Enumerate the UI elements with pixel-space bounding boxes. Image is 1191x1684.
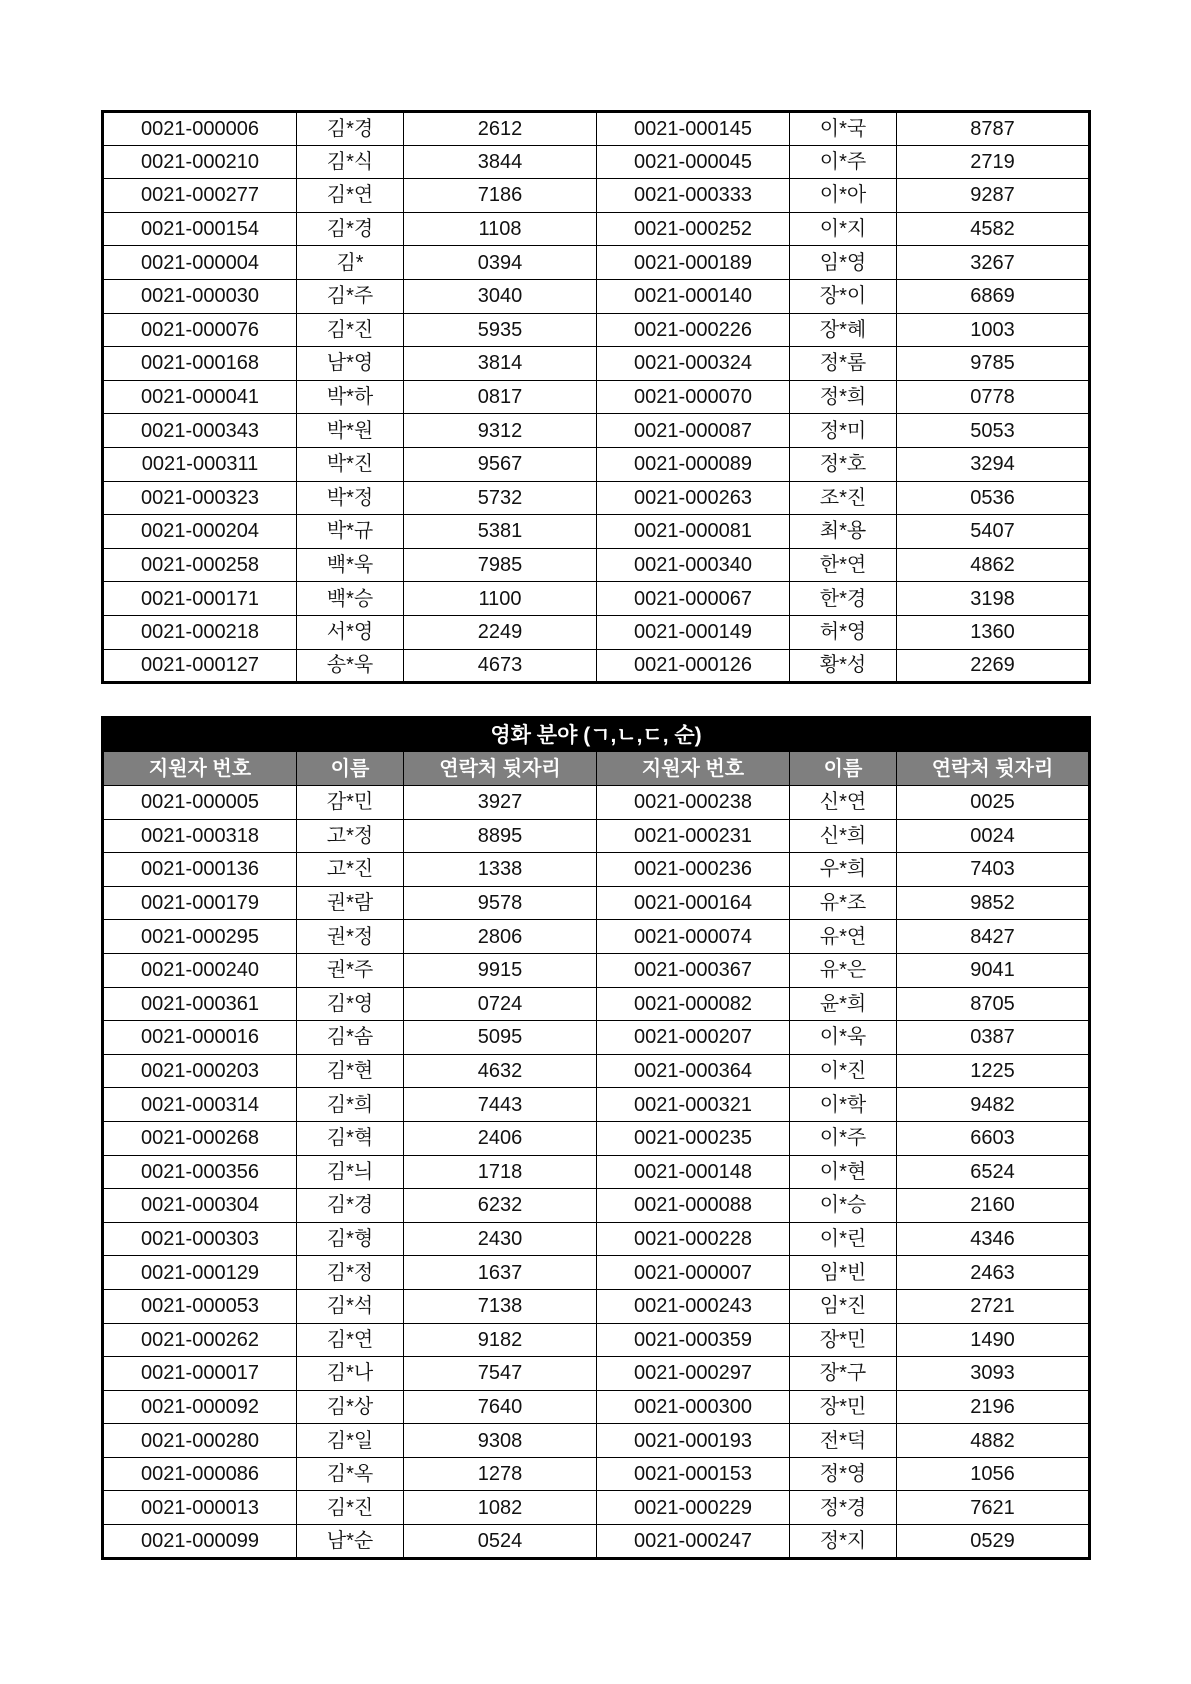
- film-applicant-table-body: [103, 786, 1090, 1559]
- phone-last-digits-cell: 0025: [897, 786, 1090, 820]
- phone-last-digits-cell: 2269: [897, 649, 1090, 683]
- phone-last-digits-cell: 7403: [897, 853, 1090, 887]
- phone-last-digits-cell: 0394: [404, 246, 597, 280]
- applicant-number-cell: 0021-000297: [597, 1357, 790, 1391]
- phone-last-digits-cell: 1225: [897, 1054, 1090, 1088]
- name-cell: 김*식: [297, 145, 404, 179]
- header-name: 이름: [790, 752, 897, 786]
- applicant-number-cell: 0021-000053: [103, 1289, 297, 1323]
- table-row: [103, 1357, 1090, 1391]
- table-row: [103, 112, 1090, 146]
- applicant-number-cell: 0021-000204: [103, 515, 297, 549]
- name-cell: 윤*희: [790, 987, 897, 1021]
- name-cell: 박*규: [297, 515, 404, 549]
- applicant-number-cell: 0021-000005: [103, 786, 297, 820]
- phone-last-digits-cell: 3814: [404, 347, 597, 381]
- applicant-number-cell: 0021-000092: [103, 1390, 297, 1424]
- applicant-number-cell: 0021-000231: [597, 819, 790, 853]
- film-applicant-table: [101, 716, 1091, 1560]
- phone-last-digits-cell: 9308: [404, 1424, 597, 1458]
- phone-last-digits-cell: 9915: [404, 953, 597, 987]
- phone-last-digits-cell: 1108: [404, 212, 597, 246]
- name-cell: 김*혁: [297, 1121, 404, 1155]
- applicant-number-cell: 0021-000086: [103, 1457, 297, 1491]
- table-row: [103, 1121, 1090, 1155]
- name-cell: 김*진: [297, 313, 404, 347]
- phone-last-digits-cell: 4582: [897, 212, 1090, 246]
- name-cell: 이*주: [790, 145, 897, 179]
- name-cell: 김*경: [297, 1189, 404, 1223]
- applicant-number-cell: 0021-000258: [103, 548, 297, 582]
- table-row: [103, 1424, 1090, 1458]
- phone-last-digits-cell: 3093: [897, 1357, 1090, 1391]
- name-cell: 김*영: [297, 987, 404, 1021]
- applicant-number-cell: 0021-000343: [103, 414, 297, 448]
- phone-last-digits-cell: 9785: [897, 347, 1090, 381]
- phone-last-digits-cell: 6603: [897, 1121, 1090, 1155]
- table-row: [103, 347, 1090, 381]
- phone-last-digits-cell: 3267: [897, 246, 1090, 280]
- name-cell: 김*희: [297, 1088, 404, 1122]
- phone-last-digits-cell: 0724: [404, 987, 597, 1021]
- applicant-number-cell: 0021-000263: [597, 481, 790, 515]
- applicant-number-cell: 0021-000171: [103, 582, 297, 616]
- name-cell: 이*욱: [790, 1021, 897, 1055]
- applicant-number-cell: 0021-000126: [597, 649, 790, 683]
- name-cell: 장*이: [790, 279, 897, 313]
- applicant-number-cell: 0021-000006: [103, 112, 297, 146]
- phone-last-digits-cell: 7547: [404, 1357, 597, 1391]
- phone-last-digits-cell: 3040: [404, 279, 597, 313]
- name-cell: 정*희: [790, 380, 897, 414]
- name-cell: 서*영: [297, 615, 404, 649]
- name-cell: 김*나: [297, 1357, 404, 1391]
- applicant-number-cell: 0021-000168: [103, 347, 297, 381]
- applicant-number-cell: 0021-000218: [103, 615, 297, 649]
- name-cell: 임*빈: [790, 1256, 897, 1290]
- applicant-number-cell: 0021-000247: [597, 1525, 790, 1559]
- name-cell: 김*솜: [297, 1021, 404, 1055]
- applicant-number-cell: 0021-000129: [103, 1256, 297, 1290]
- table-row: [103, 481, 1090, 515]
- phone-last-digits-cell: 8787: [897, 112, 1090, 146]
- name-cell: 권*주: [297, 953, 404, 987]
- applicant-number-cell: 0021-000243: [597, 1289, 790, 1323]
- phone-last-digits-cell: 3927: [404, 786, 597, 820]
- name-cell: 김*주: [297, 279, 404, 313]
- name-cell: 김*상: [297, 1390, 404, 1424]
- name-cell: 이*현: [790, 1155, 897, 1189]
- applicant-table-body: [103, 112, 1090, 683]
- table-row: [103, 1155, 1090, 1189]
- applicant-number-cell: 0021-000088: [597, 1189, 790, 1223]
- phone-last-digits-cell: 0778: [897, 380, 1090, 414]
- applicant-number-cell: 0021-000303: [103, 1222, 297, 1256]
- name-cell: 정*롬: [790, 347, 897, 381]
- phone-last-digits-cell: 5053: [897, 414, 1090, 448]
- name-cell: 김*형: [297, 1222, 404, 1256]
- applicant-number-cell: 0021-000226: [597, 313, 790, 347]
- applicant-number-cell: 0021-000236: [597, 853, 790, 887]
- phone-last-digits-cell: 1100: [404, 582, 597, 616]
- header-phone-last-digits: 연락처 뒷자리: [404, 752, 597, 786]
- name-cell: 황*성: [790, 649, 897, 683]
- phone-last-digits-cell: 2719: [897, 145, 1090, 179]
- column-header-row: [103, 752, 1090, 786]
- table-row: [103, 649, 1090, 683]
- applicant-number-cell: 0021-000041: [103, 380, 297, 414]
- applicant-number-cell: 0021-000210: [103, 145, 297, 179]
- applicant-number-cell: 0021-000359: [597, 1323, 790, 1357]
- name-cell: 장*혜: [790, 313, 897, 347]
- name-cell: 유*연: [790, 920, 897, 954]
- phone-last-digits-cell: 0536: [897, 481, 1090, 515]
- applicant-number-cell: 0021-000045: [597, 145, 790, 179]
- phone-last-digits-cell: 9578: [404, 886, 597, 920]
- phone-last-digits-cell: 9182: [404, 1323, 597, 1357]
- phone-last-digits-cell: 4862: [897, 548, 1090, 582]
- name-cell: 권*람: [297, 886, 404, 920]
- applicant-number-cell: 0021-000300: [597, 1390, 790, 1424]
- phone-last-digits-cell: 5381: [404, 515, 597, 549]
- applicant-number-cell: 0021-000238: [597, 786, 790, 820]
- phone-last-digits-cell: 0024: [897, 819, 1090, 853]
- phone-last-digits-cell: 2612: [404, 112, 597, 146]
- header-applicant-number: 지원자 번호: [103, 752, 297, 786]
- phone-last-digits-cell: 7138: [404, 1289, 597, 1323]
- phone-last-digits-cell: 3198: [897, 582, 1090, 616]
- phone-last-digits-cell: 2463: [897, 1256, 1090, 1290]
- name-cell: 김*진: [297, 1491, 404, 1525]
- table-row: [103, 819, 1090, 853]
- name-cell: 임*진: [790, 1289, 897, 1323]
- phone-last-digits-cell: 4346: [897, 1222, 1090, 1256]
- name-cell: 김*경: [297, 112, 404, 146]
- phone-last-digits-cell: 5095: [404, 1021, 597, 1055]
- name-cell: 신*희: [790, 819, 897, 853]
- name-cell: 고*정: [297, 819, 404, 853]
- name-cell: 이*린: [790, 1222, 897, 1256]
- phone-last-digits-cell: 4632: [404, 1054, 597, 1088]
- applicant-number-cell: 0021-000007: [597, 1256, 790, 1290]
- name-cell: 장*민: [790, 1323, 897, 1357]
- applicant-number-cell: 0021-000229: [597, 1491, 790, 1525]
- name-cell: 장*구: [790, 1357, 897, 1391]
- applicant-number-cell: 0021-000321: [597, 1088, 790, 1122]
- applicant-number-cell: 0021-000127: [103, 649, 297, 683]
- table-row: [103, 920, 1090, 954]
- phone-last-digits-cell: 3294: [897, 447, 1090, 481]
- name-cell: 송*욱: [297, 649, 404, 683]
- table-row: [103, 886, 1090, 920]
- applicant-number-cell: 0021-000076: [103, 313, 297, 347]
- phone-last-digits-cell: 1360: [897, 615, 1090, 649]
- phone-last-digits-cell: 8705: [897, 987, 1090, 1021]
- phone-last-digits-cell: 2430: [404, 1222, 597, 1256]
- phone-last-digits-cell: 2160: [897, 1189, 1090, 1223]
- applicant-number-cell: 0021-000017: [103, 1357, 297, 1391]
- name-cell: 백*승: [297, 582, 404, 616]
- phone-last-digits-cell: 9482: [897, 1088, 1090, 1122]
- header-name: 이름: [297, 752, 404, 786]
- table-row: [103, 853, 1090, 887]
- name-cell: 허*영: [790, 615, 897, 649]
- applicant-number-cell: 0021-000228: [597, 1222, 790, 1256]
- phone-last-digits-cell: 6869: [897, 279, 1090, 313]
- name-cell: 김*정: [297, 1256, 404, 1290]
- table-row: [103, 1289, 1090, 1323]
- table-row: [103, 380, 1090, 414]
- name-cell: 권*정: [297, 920, 404, 954]
- applicant-number-cell: 0021-000340: [597, 548, 790, 582]
- phone-last-digits-cell: 9312: [404, 414, 597, 448]
- table-row: [103, 582, 1090, 616]
- table-row: [103, 246, 1090, 280]
- phone-last-digits-cell: 0817: [404, 380, 597, 414]
- phone-last-digits-cell: 0387: [897, 1021, 1090, 1055]
- phone-last-digits-cell: 7985: [404, 548, 597, 582]
- phone-last-digits-cell: 1490: [897, 1323, 1090, 1357]
- applicant-number-cell: 0021-000136: [103, 853, 297, 887]
- phone-last-digits-cell: 5935: [404, 313, 597, 347]
- applicant-number-cell: 0021-000164: [597, 886, 790, 920]
- name-cell: 김*: [297, 246, 404, 280]
- table-row: [103, 1222, 1090, 1256]
- name-cell: 김*일: [297, 1424, 404, 1458]
- name-cell: 박*진: [297, 447, 404, 481]
- phone-last-digits-cell: 4673: [404, 649, 597, 683]
- applicant-number-cell: 0021-000149: [597, 615, 790, 649]
- applicant-number-cell: 0021-000235: [597, 1121, 790, 1155]
- phone-last-digits-cell: 2249: [404, 615, 597, 649]
- name-cell: 장*민: [790, 1390, 897, 1424]
- name-cell: 조*진: [790, 481, 897, 515]
- phone-last-digits-cell: 8895: [404, 819, 597, 853]
- table-row: [103, 615, 1090, 649]
- applicant-number-cell: 0021-000361: [103, 987, 297, 1021]
- table-row: [103, 548, 1090, 582]
- section-title-row: [103, 718, 1090, 752]
- name-cell: 한*연: [790, 548, 897, 582]
- applicant-number-cell: 0021-000364: [597, 1054, 790, 1088]
- name-cell: 남*영: [297, 347, 404, 381]
- phone-last-digits-cell: 2196: [897, 1390, 1090, 1424]
- name-cell: 유*은: [790, 953, 897, 987]
- name-cell: 이*국: [790, 112, 897, 146]
- name-cell: 우*희: [790, 853, 897, 887]
- table-row: [103, 447, 1090, 481]
- applicant-number-cell: 0021-000333: [597, 179, 790, 213]
- phone-last-digits-cell: 7186: [404, 179, 597, 213]
- name-cell: 김*석: [297, 1289, 404, 1323]
- table-row: [103, 953, 1090, 987]
- table-row: [103, 1189, 1090, 1223]
- table-row: [103, 1390, 1090, 1424]
- phone-last-digits-cell: 9852: [897, 886, 1090, 920]
- applicant-number-cell: 0021-000356: [103, 1155, 297, 1189]
- applicant-number-cell: 0021-000280: [103, 1424, 297, 1458]
- phone-last-digits-cell: 9287: [897, 179, 1090, 213]
- name-cell: 김*현: [297, 1054, 404, 1088]
- table-row: [103, 786, 1090, 820]
- applicant-number-cell: 0021-000295: [103, 920, 297, 954]
- name-cell: 남*순: [297, 1525, 404, 1559]
- phone-last-digits-cell: 1338: [404, 853, 597, 887]
- applicant-number-cell: 0021-000013: [103, 1491, 297, 1525]
- applicant-number-cell: 0021-000179: [103, 886, 297, 920]
- name-cell: 박*정: [297, 481, 404, 515]
- phone-last-digits-cell: 7640: [404, 1390, 597, 1424]
- phone-last-digits-cell: 7443: [404, 1088, 597, 1122]
- name-cell: 김*연: [297, 179, 404, 213]
- applicant-number-cell: 0021-000314: [103, 1088, 297, 1122]
- phone-last-digits-cell: 1637: [404, 1256, 597, 1290]
- applicant-number-cell: 0021-000207: [597, 1021, 790, 1055]
- table-row: [103, 145, 1090, 179]
- name-cell: 감*민: [297, 786, 404, 820]
- applicant-number-cell: 0021-000154: [103, 212, 297, 246]
- table-row: [103, 515, 1090, 549]
- applicant-number-cell: 0021-000268: [103, 1121, 297, 1155]
- applicant-number-cell: 0021-000323: [103, 481, 297, 515]
- table-row: [103, 1021, 1090, 1055]
- phone-last-digits-cell: 2406: [404, 1121, 597, 1155]
- phone-last-digits-cell: 5732: [404, 481, 597, 515]
- applicant-number-cell: 0021-000074: [597, 920, 790, 954]
- applicant-number-cell: 0021-000004: [103, 246, 297, 280]
- name-cell: 이*학: [790, 1088, 897, 1122]
- applicant-number-cell: 0021-000203: [103, 1054, 297, 1088]
- applicant-number-cell: 0021-000153: [597, 1457, 790, 1491]
- applicant-number-cell: 0021-000262: [103, 1323, 297, 1357]
- phone-last-digits-cell: 9567: [404, 447, 597, 481]
- phone-last-digits-cell: 6524: [897, 1155, 1090, 1189]
- phone-last-digits-cell: 1278: [404, 1457, 597, 1491]
- name-cell: 정*지: [790, 1525, 897, 1559]
- applicant-table-continued: [101, 110, 1091, 684]
- table-row: [103, 987, 1090, 1021]
- phone-last-digits-cell: 2721: [897, 1289, 1090, 1323]
- table-row: [103, 179, 1090, 213]
- phone-last-digits-cell: 5407: [897, 515, 1090, 549]
- applicant-number-cell: 0021-000148: [597, 1155, 790, 1189]
- applicant-number-cell: 0021-000067: [597, 582, 790, 616]
- applicant-number-cell: 0021-000367: [597, 953, 790, 987]
- name-cell: 최*용: [790, 515, 897, 549]
- name-cell: 박*하: [297, 380, 404, 414]
- name-cell: 김*늬: [297, 1155, 404, 1189]
- phone-last-digits-cell: 4882: [897, 1424, 1090, 1458]
- table-row: [103, 1323, 1090, 1357]
- name-cell: 김*연: [297, 1323, 404, 1357]
- table-row: [103, 279, 1090, 313]
- applicant-number-cell: 0021-000193: [597, 1424, 790, 1458]
- name-cell: 전*덕: [790, 1424, 897, 1458]
- applicant-number-cell: 0021-000140: [597, 279, 790, 313]
- phone-last-digits-cell: 1718: [404, 1155, 597, 1189]
- applicant-number-cell: 0021-000070: [597, 380, 790, 414]
- phone-last-digits-cell: 3844: [404, 145, 597, 179]
- phone-last-digits-cell: 1056: [897, 1457, 1090, 1491]
- name-cell: 박*원: [297, 414, 404, 448]
- name-cell: 신*연: [790, 786, 897, 820]
- applicant-number-cell: 0021-000324: [597, 347, 790, 381]
- table-row: [103, 414, 1090, 448]
- phone-last-digits-cell: 1082: [404, 1491, 597, 1525]
- phone-last-digits-cell: 0529: [897, 1525, 1090, 1559]
- name-cell: 이*진: [790, 1054, 897, 1088]
- applicant-number-cell: 0021-000087: [597, 414, 790, 448]
- name-cell: 한*경: [790, 582, 897, 616]
- applicant-number-cell: 0021-000081: [597, 515, 790, 549]
- phone-last-digits-cell: 8427: [897, 920, 1090, 954]
- header-phone-last-digits: 연락처 뒷자리: [897, 752, 1090, 786]
- applicant-number-cell: 0021-000189: [597, 246, 790, 280]
- name-cell: 정*경: [790, 1491, 897, 1525]
- table-row: [103, 1088, 1090, 1122]
- name-cell: 이*승: [790, 1189, 897, 1223]
- table-row: [103, 313, 1090, 347]
- section-title: 영화 분야 (ㄱ,ㄴ,ㄷ, 순): [103, 718, 1090, 752]
- phone-last-digits-cell: 0524: [404, 1525, 597, 1559]
- applicant-number-cell: 0021-000304: [103, 1189, 297, 1223]
- applicant-number-cell: 0021-000145: [597, 112, 790, 146]
- name-cell: 고*진: [297, 853, 404, 887]
- name-cell: 유*조: [790, 886, 897, 920]
- name-cell: 김*옥: [297, 1457, 404, 1491]
- table-row: [103, 1256, 1090, 1290]
- phone-last-digits-cell: 6232: [404, 1189, 597, 1223]
- table-row: [103, 1525, 1090, 1559]
- applicant-number-cell: 0021-000277: [103, 179, 297, 213]
- name-cell: 백*욱: [297, 548, 404, 582]
- name-cell: 김*경: [297, 212, 404, 246]
- header-applicant-number: 지원자 번호: [597, 752, 790, 786]
- name-cell: 정*영: [790, 1457, 897, 1491]
- phone-last-digits-cell: 1003: [897, 313, 1090, 347]
- applicant-number-cell: 0021-000311: [103, 447, 297, 481]
- name-cell: 이*주: [790, 1121, 897, 1155]
- applicant-number-cell: 0021-000240: [103, 953, 297, 987]
- applicant-number-cell: 0021-000318: [103, 819, 297, 853]
- applicant-number-cell: 0021-000082: [597, 987, 790, 1021]
- applicant-number-cell: 0021-000089: [597, 447, 790, 481]
- table-row: [103, 1457, 1090, 1491]
- applicant-number-cell: 0021-000252: [597, 212, 790, 246]
- name-cell: 이*지: [790, 212, 897, 246]
- applicant-number-cell: 0021-000016: [103, 1021, 297, 1055]
- name-cell: 정*미: [790, 414, 897, 448]
- applicant-number-cell: 0021-000030: [103, 279, 297, 313]
- applicant-number-cell: 0021-000099: [103, 1525, 297, 1559]
- name-cell: 이*아: [790, 179, 897, 213]
- table-row: [103, 212, 1090, 246]
- phone-last-digits-cell: 2806: [404, 920, 597, 954]
- phone-last-digits-cell: 7621: [897, 1491, 1090, 1525]
- name-cell: 정*호: [790, 447, 897, 481]
- table-row: [103, 1054, 1090, 1088]
- table-row: [103, 1491, 1090, 1525]
- name-cell: 임*영: [790, 246, 897, 280]
- phone-last-digits-cell: 9041: [897, 953, 1090, 987]
